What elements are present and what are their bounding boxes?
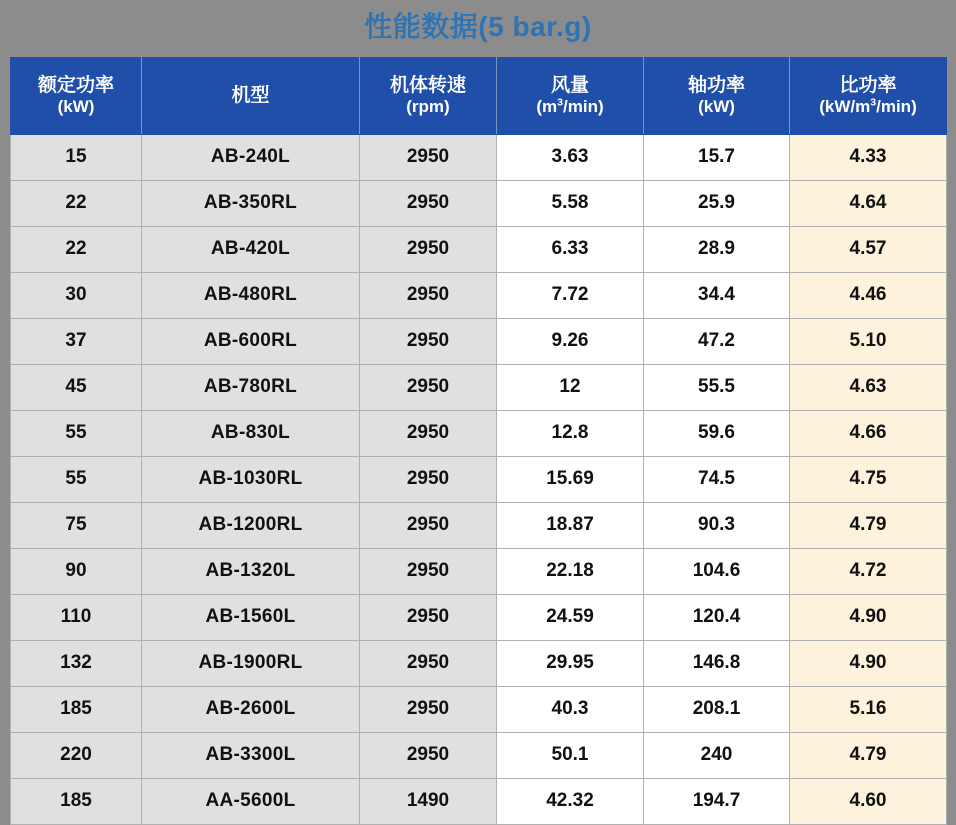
cell-air-flow: 9.26 (497, 318, 644, 364)
cell-shaft-power: 59.6 (644, 410, 790, 456)
cell-shaft-power: 25.9 (644, 180, 790, 226)
table-row (11, 502, 947, 548)
cell-speed: 2950 (360, 686, 497, 732)
cell-speed: 2950 (360, 272, 497, 318)
table-header (11, 57, 947, 134)
cell-shaft-power: 47.2 (644, 318, 790, 364)
cell-speed: 1490 (360, 778, 497, 824)
table-row (11, 640, 947, 686)
cell-rated-power: 55 (11, 410, 142, 456)
table-header-row (11, 57, 947, 134)
cell-model: AB-1560L (142, 594, 360, 640)
table-row (11, 180, 947, 226)
cell-model: AB-1320L (142, 548, 360, 594)
cell-speed: 2950 (360, 318, 497, 364)
cell-shaft-power: 28.9 (644, 226, 790, 272)
cell-air-flow: 7.72 (497, 272, 644, 318)
cell-air-flow: 50.1 (497, 732, 644, 778)
cell-specific-power: 4.79 (790, 502, 947, 548)
table-row (11, 778, 947, 824)
cell-specific-power: 4.63 (790, 364, 947, 410)
cell-air-flow: 3.63 (497, 134, 644, 180)
cell-speed: 2950 (360, 134, 497, 180)
table-row (11, 594, 947, 640)
cell-air-flow: 15.69 (497, 456, 644, 502)
cell-specific-power: 4.79 (790, 732, 947, 778)
cell-air-flow: 42.32 (497, 778, 644, 824)
cell-rated-power: 45 (11, 364, 142, 410)
cell-speed: 2950 (360, 732, 497, 778)
cell-shaft-power: 120.4 (644, 594, 790, 640)
cell-specific-power: 4.33 (790, 134, 947, 180)
column-header-air-flow: 风量 $(m^3/\min)$ (497, 57, 644, 134)
table-row (11, 364, 947, 410)
cell-shaft-power: 194.7 (644, 778, 790, 824)
cell-specific-power: 4.90 (790, 594, 947, 640)
cell-shaft-power: 90.3 (644, 502, 790, 548)
cell-rated-power: 75 (11, 502, 142, 548)
cell-model: AB-420L (142, 226, 360, 272)
cell-speed: 2950 (360, 594, 497, 640)
cell-air-flow: 12.8 (497, 410, 644, 456)
column-header-shaft-power: 轴功率 (kW) (644, 57, 790, 134)
cell-shaft-power: 55.5 (644, 364, 790, 410)
cell-speed: 2950 (360, 502, 497, 548)
cell-shaft-power: 34.4 (644, 272, 790, 318)
cell-air-flow: 5.58 (497, 180, 644, 226)
cell-specific-power: 5.10 (790, 318, 947, 364)
cell-air-flow: 29.95 (497, 640, 644, 686)
column-header-rated-power: 额定功率 (kW) (11, 57, 142, 134)
cell-specific-power: 4.60 (790, 778, 947, 824)
cell-shaft-power: 146.8 (644, 640, 790, 686)
performance-data-table (10, 57, 947, 825)
cell-rated-power: 22 (11, 180, 142, 226)
unit-air-flow: $(m^3/\min)$ (536, 96, 604, 116)
cell-model: AB-1900RL (142, 640, 360, 686)
cell-rated-power: 90 (11, 548, 142, 594)
cell-model: AB-600RL (142, 318, 360, 364)
cell-air-flow: 24.59 (497, 594, 644, 640)
cell-model: AB-2600L (142, 686, 360, 732)
cell-speed: 2950 (360, 456, 497, 502)
table-row (11, 318, 947, 364)
table-row (11, 272, 947, 318)
cell-speed: 2950 (360, 640, 497, 686)
cell-specific-power: 4.46 (790, 272, 947, 318)
cell-rated-power: 110 (11, 594, 142, 640)
cell-model: AB-350RL (142, 180, 360, 226)
cell-specific-power: 4.66 (790, 410, 947, 456)
table-row (11, 548, 947, 594)
table-row (11, 226, 947, 272)
cell-air-flow: 22.18 (497, 548, 644, 594)
table-row (11, 732, 947, 778)
cell-specific-power: 4.64 (790, 180, 947, 226)
cell-model: AB-240L (142, 134, 360, 180)
cell-model: AB-3300L (142, 732, 360, 778)
cell-specific-power: 4.75 (790, 456, 947, 502)
cell-specific-power: 5.16 (790, 686, 947, 732)
cell-rated-power: 55 (11, 456, 142, 502)
cell-specific-power: 4.90 (790, 640, 947, 686)
cell-speed: 2950 (360, 180, 497, 226)
cell-model: AB-480RL (142, 272, 360, 318)
column-header-specific-power: 比功率 $(kW/m^3/\min)$ (790, 57, 947, 134)
cell-model: AB-780RL (142, 364, 360, 410)
table-row (11, 410, 947, 456)
cell-model: AB-1030RL (142, 456, 360, 502)
cell-shaft-power: 240 (644, 732, 790, 778)
cell-model: AB-830L (142, 410, 360, 456)
cell-rated-power: 132 (11, 640, 142, 686)
cell-speed: 2950 (360, 548, 497, 594)
column-header-model: 机型 (142, 57, 360, 134)
column-header-speed: 机体转速 (rpm) (360, 57, 497, 134)
cell-rated-power: 30 (11, 272, 142, 318)
table-body (11, 134, 947, 824)
table-row (11, 456, 947, 502)
cell-specific-power: 4.57 (790, 226, 947, 272)
cell-model: AA-5600L (142, 778, 360, 824)
page-title: 性能数据(5 bar.g) (364, 11, 592, 42)
cell-shaft-power: 74.5 (644, 456, 790, 502)
unit-specific-power: $(kW/m^3/\min)$ (819, 96, 917, 116)
cell-speed: 2950 (360, 226, 497, 272)
cell-shaft-power: 15.7 (644, 134, 790, 180)
cell-rated-power: 185 (11, 778, 142, 824)
cell-air-flow: 40.3 (497, 686, 644, 732)
cell-model: AB-1200RL (142, 502, 360, 548)
table-row (11, 686, 947, 732)
cell-air-flow: 12 (497, 364, 644, 410)
cell-air-flow: 18.87 (497, 502, 644, 548)
cell-rated-power: 37 (11, 318, 142, 364)
cell-rated-power: 220 (11, 732, 142, 778)
cell-specific-power: 4.72 (790, 548, 947, 594)
cell-air-flow: 6.33 (497, 226, 644, 272)
cell-rated-power: 22 (11, 226, 142, 272)
cell-rated-power: 15 (11, 134, 142, 180)
cell-shaft-power: 208.1 (644, 686, 790, 732)
cell-shaft-power: 104.6 (644, 548, 790, 594)
cell-speed: 2950 (360, 410, 497, 456)
cell-speed: 2950 (360, 364, 497, 410)
cell-rated-power: 185 (11, 686, 142, 732)
table-row (11, 134, 947, 180)
